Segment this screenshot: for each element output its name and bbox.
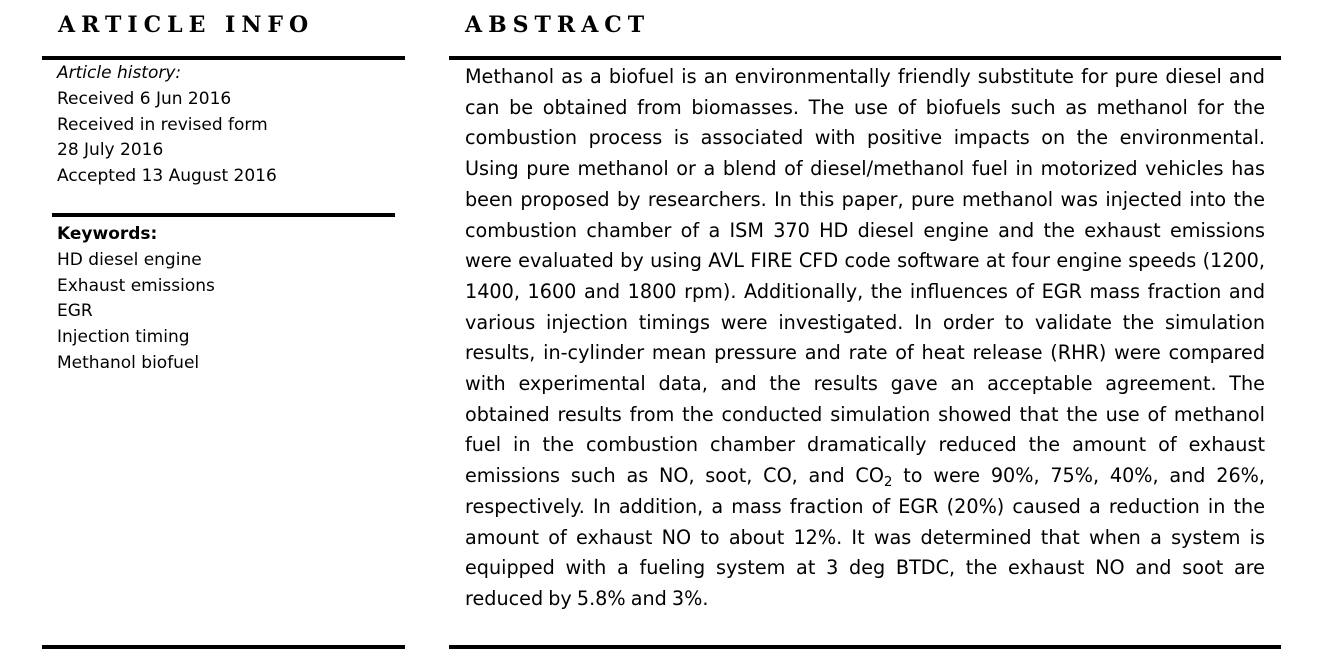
abstract-text-part2: to were 90%, 75%, 40%, and 26%, respectively. In addition, a mass fraction of EGR (20%) caused a reduction in the amount of exhaust NO to about 12%. It was determined that when a system is equipped with a fueling system at 3 deg BTDC, the exhaust NO and soot are reduced by 5.8% and 3%.: [465, 464, 1265, 610]
history-revised-label: Received in revised form: [57, 114, 268, 135]
keyword-item: Injection timing: [57, 327, 190, 348]
keywords: [57, 222, 215, 377]
keyword-item: Exhaust emissions: [57, 275, 215, 296]
abstract-co2-subscript: 2: [883, 475, 893, 491]
article-history-label: Article history:: [57, 63, 182, 83]
history-revised-date: 28 July 2016: [57, 140, 164, 161]
article-info-heading: ARTICLE INFO: [58, 12, 315, 38]
article-history: [57, 61, 277, 190]
keyword-item: Methanol biofuel: [57, 352, 200, 373]
keyword-item: HD diesel engine: [57, 249, 202, 270]
abstract-text-part1: Methanol as a biofuel is an environmentally friendly substitute for pure diesel and can be obtained from biomasses. The use of biofuels such as methanol for the combustion process is associated with positive impacts on the environmental. Using pure methanol or a blend of diesel/methanol fuel in motorized vehicles has been proposed by researchers. In this paper, pure methanol was injected into the combustion chamber of a ISM 370 HD diesel engine and the exhaust emissions were evaluated by using AVL FIRE CFD code software at four engine speeds (1200, 1400, 1600 and 1800 rpm). Additionally, the influences of EGR mass fraction and various injection timings were investigated. In order to validate the simulation results, in-cylinder mean pressure and rate of heat release (RHR) were compared with experimental data, and the results gave an acceptable agreement. The obtained results from the conducted simulation showed that the use of methanol fuel in the combustion chamber dramatically reduced the amount of exhaust emissions such as NO, soot, CO, and CO: [465, 65, 1265, 488]
article-info-top-rule: [42, 56, 405, 60]
history-accepted: Accepted 13 August 2016: [57, 166, 277, 187]
keywords-top-rule: [52, 213, 395, 217]
abstract-bottom-rule: [449, 645, 1281, 649]
abstract-top-rule: [449, 56, 1281, 60]
keyword-item: EGR: [57, 301, 93, 322]
keywords-label: Keywords:: [57, 224, 158, 244]
abstract-heading: ABSTRACT: [465, 12, 651, 38]
article-info-bottom-rule: [42, 645, 405, 649]
history-received: Received 6 Jun 2016: [57, 88, 232, 109]
abstract-text: [465, 62, 1265, 615]
